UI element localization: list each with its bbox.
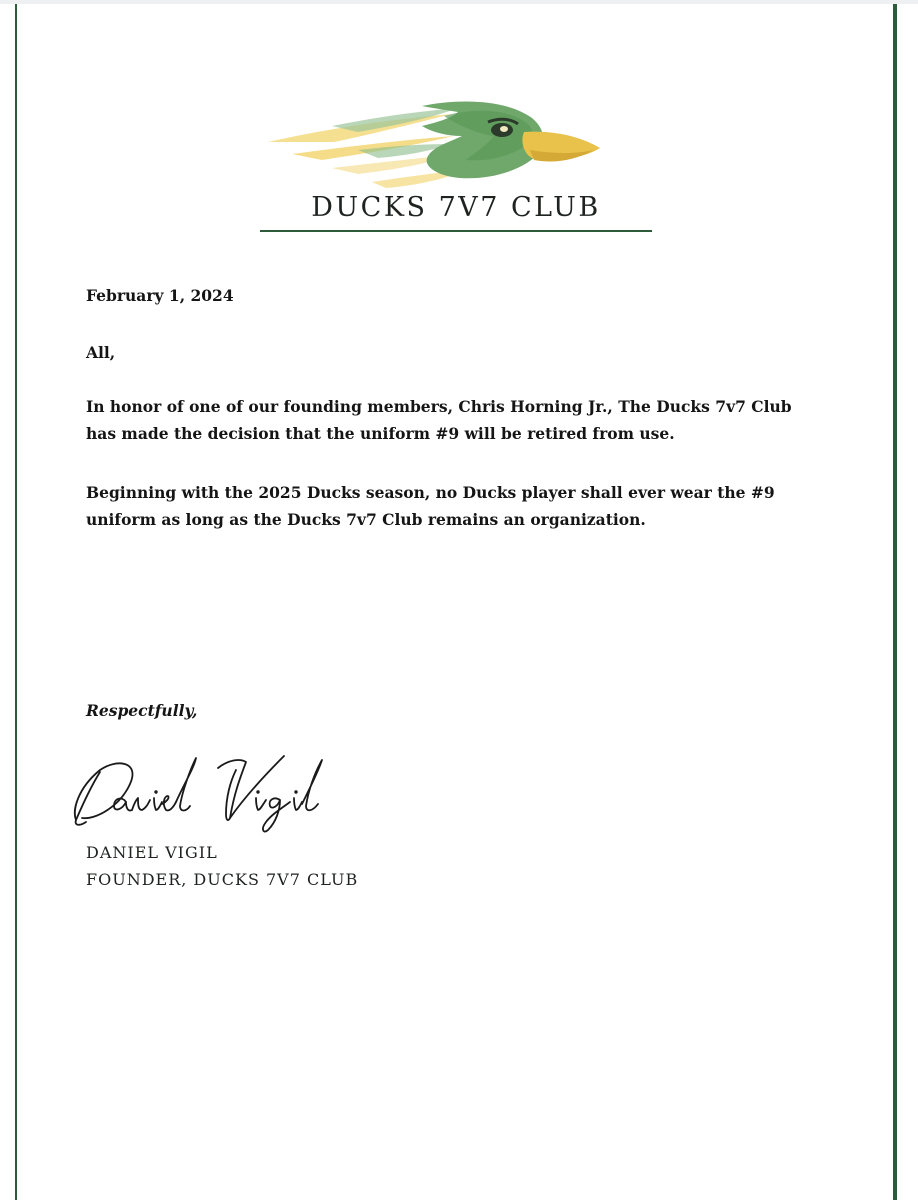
letter-salutation: All, [86, 343, 116, 362]
paragraph-1-line-2: has made the decision that the uniform #9 will be retired from use. [86, 424, 675, 443]
club-name-title: DUCKS 7V7 CLUB [311, 192, 601, 223]
page-border-left [15, 4, 17, 1200]
handwritten-signature [70, 748, 360, 834]
header-divider [260, 230, 652, 232]
paragraph-2-line-1: Beginning with the 2025 Ducks season, no Ducks player shall ever wear the #9 [86, 483, 775, 502]
duck-head-logo-icon [262, 96, 608, 196]
letter-closing: Respectfully, [86, 701, 198, 720]
paragraph-2-line-2: uniform as long as the Ducks 7v7 Club remains an organization. [86, 510, 646, 529]
letter-date: February 1, 2024 [86, 286, 234, 305]
signer-name: DANIEL VIGIL [86, 843, 218, 862]
page-border-right [893, 4, 897, 1200]
top-bar [0, 0, 918, 4]
paragraph-1-line-1: In honor of one of our founding members, Chris Horning Jr., The Ducks 7v7 Club [86, 397, 792, 416]
signer-title: FOUNDER, DUCKS 7V7 CLUB [86, 870, 359, 889]
